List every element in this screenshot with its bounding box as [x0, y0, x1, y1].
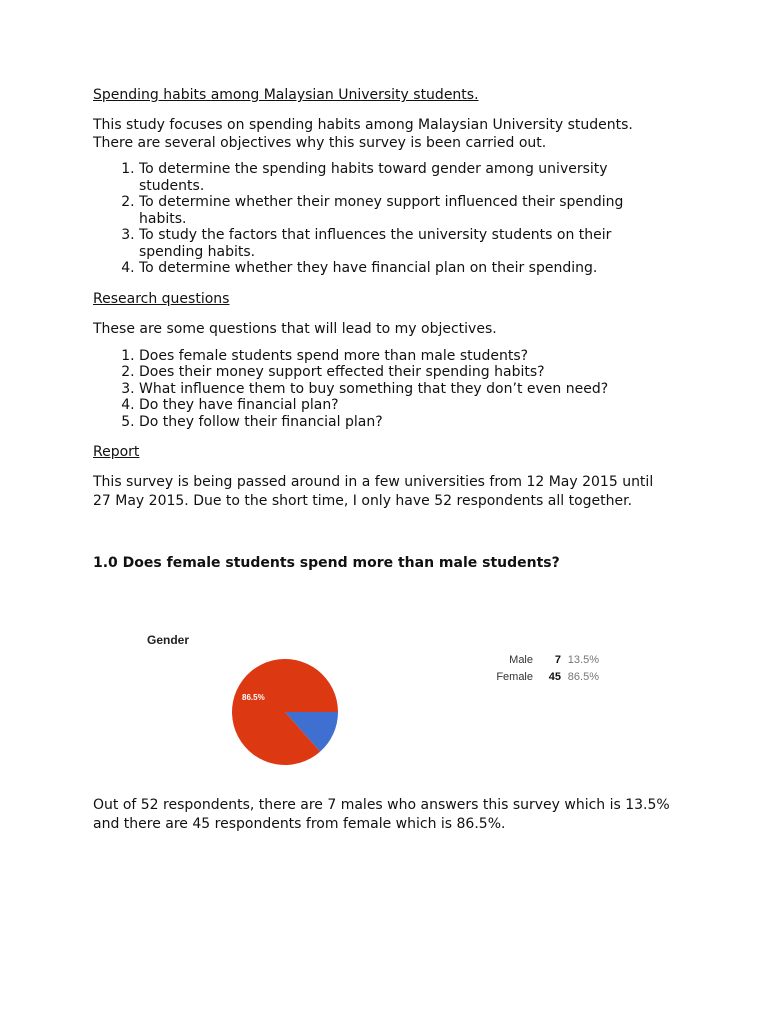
intro-paragraph: This study focuses on spending habits among Malaysian University students. There are several objectives why this survey is been carried out.	[93, 117, 633, 151]
objective-item: 2. To determine whether their money support influenced their spending habits.	[139, 194, 673, 227]
objectives-list	[93, 161, 673, 277]
legend-count: 45	[548, 671, 561, 683]
legend-percent: 86.5%	[567, 671, 599, 683]
document-body	[93, 86, 673, 511]
pie-chart	[130, 630, 370, 780]
report-paragraph: This survey is being passed around in a few universities from 12 May 2015 until 27 May 2015. Due to the short time, I only have 52 respondents all together.	[93, 474, 654, 509]
chart-legend	[470, 652, 599, 686]
research-intro: These are some questions that will lead to my objectives.	[93, 320, 497, 337]
slice-data-label: 86.5%	[242, 693, 265, 702]
research-questions-list	[93, 348, 673, 431]
legend-label: Male	[509, 654, 533, 666]
document-title: Spending habits among Malaysian University students.	[93, 87, 479, 103]
objective-item: 3. To study the factors that influences the university students on their spending habits.	[139, 227, 673, 260]
summary-paragraph: Out of 52 respondents, there are 7 males who answers this survey which is 13.5% and there are 45 respondents from female which is 86.5%.	[93, 797, 670, 832]
gender-chart	[130, 630, 610, 780]
research-questions-heading: Research questions	[93, 290, 230, 307]
research-question-item: 5. Do they follow their financial plan?	[139, 414, 673, 431]
report-heading: Report	[93, 444, 140, 460]
question-heading: 1.0 Does female students spend more than male students?	[93, 555, 560, 571]
legend-label: Female	[496, 671, 533, 683]
objective-item: 1. To determine the spending habits toward gender among university students.	[139, 161, 673, 194]
legend-row-female	[470, 669, 599, 686]
research-question-item: 4. Do they have financial plan?	[139, 397, 673, 414]
legend-row-male	[470, 652, 599, 669]
legend-percent: 13.5%	[567, 654, 599, 666]
objective-item: 4. To determine whether they have financial plan on their spending.	[139, 260, 673, 277]
legend-count: 7	[554, 654, 561, 666]
research-question-item: 3. What influence them to buy something that they don’t even need?	[139, 381, 673, 398]
research-question-item: 1. Does female students spend more than male students?	[139, 348, 673, 365]
research-question-item: 2. Does their money support effected their spending habits?	[139, 364, 673, 381]
chart-title: Gender	[147, 633, 190, 647]
